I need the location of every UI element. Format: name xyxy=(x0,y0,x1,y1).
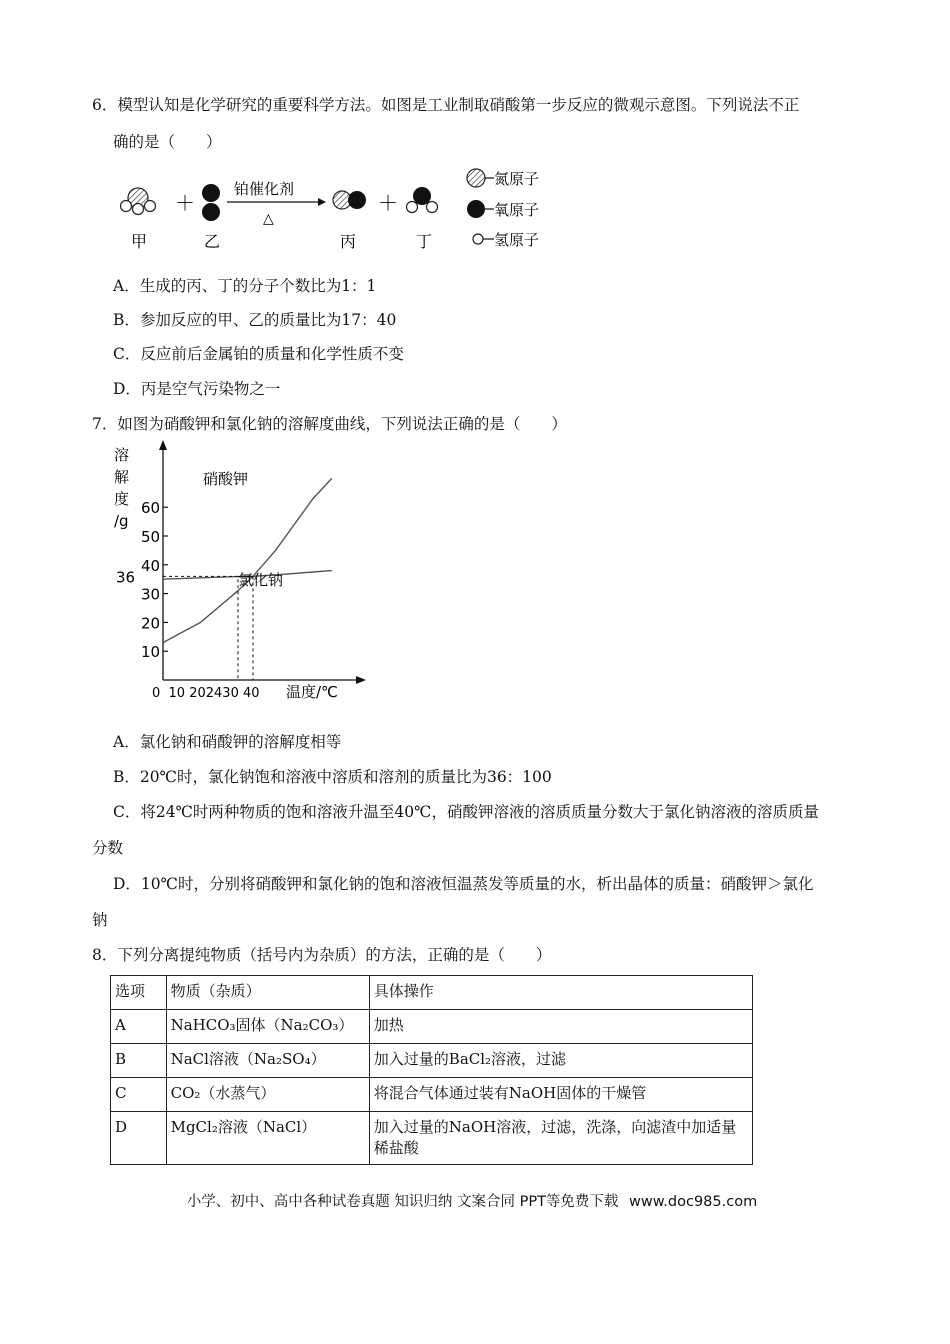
table-row xyxy=(111,1010,753,1044)
cell-option: D xyxy=(111,1112,167,1165)
y-tick-label-40: 40 xyxy=(141,556,161,575)
q7-option-d-line1: D．10℃时，分别将硝酸钾和氯化钠的饱和溶液恒温蒸发等质量的水，析出晶体的质量：硝酸钾＞氯化 xyxy=(113,875,814,893)
q6-stem-line1: 6．模型认知是化学研究的重要科学方法。如图是工业制取硝酸第一步反应的微观示意图。下列说法不正 xyxy=(92,96,800,114)
legend-oxygen: 氧原子 xyxy=(494,201,540,219)
header-substance: 物质（杂质） xyxy=(166,976,369,1010)
plus-sign-2: ＋ xyxy=(378,191,398,215)
q6-option-a: A．生成的丙、丁的分子个数比为1：1 xyxy=(113,277,377,295)
label-ding: 丁 xyxy=(416,232,433,251)
q7-stem: 7．如图为硝酸钾和氯化钠的溶解度曲线，下列说法正确的是（ ） xyxy=(92,415,567,433)
q6-stem-line2: 确的是（ ） xyxy=(113,133,222,151)
footer xyxy=(0,1190,950,1211)
table-header-row xyxy=(111,976,753,1010)
label-bing: 丙 xyxy=(340,232,357,251)
q8-stem: 8．下列分离提纯物质（括号内为杂质）的方法，正确的是（ ） xyxy=(92,946,552,964)
series-label-nacl: 氯化钠 xyxy=(238,571,284,589)
table-row xyxy=(111,1044,753,1078)
molecule-jia xyxy=(121,188,156,215)
molecule-bing xyxy=(333,191,366,209)
cell-substance: MgCl₂溶液（NaCl） xyxy=(166,1112,369,1165)
legend-hydrogen: 氢原子 xyxy=(494,231,540,249)
q7-option-c-line1: C．将24℃时两种物质的饱和溶液升温至40℃，硝酸钾溶液的溶质质量分数大于氯化钠溶液的溶质质量 xyxy=(113,803,819,821)
cell-operation: 将混合气体通过装有NaOH固体的干燥管 xyxy=(369,1078,752,1112)
header-operation: 具体操作 xyxy=(369,976,752,1010)
xlabel: 温度/℃ xyxy=(286,683,338,701)
table-row xyxy=(111,1078,753,1112)
label-yi: 乙 xyxy=(204,232,221,251)
legend-nitrogen: 氮原子 xyxy=(494,170,540,188)
cell-operation: 加入过量的BaCl₂溶液，过滤 xyxy=(369,1044,752,1078)
q6-option-c: C．反应前后金属铂的质量和化学性质不变 xyxy=(113,345,404,363)
q7-option-b: B．20℃时，氯化钠饱和溶液中溶质和溶剂的质量比为36：100 xyxy=(113,768,552,786)
cell-operation: 加热 xyxy=(369,1010,752,1044)
molecule-ding xyxy=(407,187,438,213)
series-label-kno3: 硝酸钾 xyxy=(203,470,249,488)
ylabel-char-3: 度 xyxy=(114,490,130,508)
header-option: 选项 xyxy=(111,976,167,1010)
q6-option-b: B．参加反应的甲、乙的质量比为17：40 xyxy=(113,311,397,329)
q6-reaction-diagram xyxy=(100,160,580,260)
cell-option: B xyxy=(111,1044,167,1078)
plus-sign-1: ＋ xyxy=(175,191,195,215)
y-axis-arrow xyxy=(159,440,167,450)
ylabel-char-1: 溶 xyxy=(114,446,130,464)
x-axis-arrow xyxy=(356,676,366,684)
catalyst-label: 铂催化剂 xyxy=(234,180,295,198)
y-tick-label-60: 60 xyxy=(141,499,161,518)
q7-option-a: A．氯化钠和硝酸钾的溶解度相等 xyxy=(113,733,342,751)
y-tick-label-50: 50 xyxy=(141,528,161,546)
y-tick-label-10: 10 xyxy=(141,643,161,662)
solubility-chart xyxy=(108,440,378,705)
footer-url[interactable]: www.doc985.com xyxy=(629,1194,758,1210)
molecule-yi xyxy=(202,184,220,221)
ylabel-char-4: /g xyxy=(114,512,129,530)
q7-option-d-line2: 钠 xyxy=(92,911,108,929)
x-tick-labels: 0 10 202430 40 xyxy=(152,686,260,701)
cell-option: C xyxy=(111,1078,167,1112)
cell-substance: CO₂（水蒸气） xyxy=(166,1078,369,1112)
cell-operation: 加入过量的NaOH溶液，过滤，洗涤，向滤渣中加适量稀盐酸 xyxy=(369,1112,752,1165)
q7-option-c-line2: 分数 xyxy=(92,839,124,857)
cell-option: A xyxy=(111,1010,167,1044)
cell-substance: NaCl溶液（Na₂SO₄） xyxy=(166,1044,369,1078)
series-line-0 xyxy=(163,478,332,642)
legend xyxy=(467,169,539,249)
q8-table xyxy=(110,975,753,1165)
label-jia: 甲 xyxy=(131,232,148,251)
table-row xyxy=(111,1112,753,1165)
y-tick-label-20: 20 xyxy=(141,614,161,633)
footer-text: 小学、初中、高中各种试卷真题 知识归纳 文案合同 PPT等免费下载 xyxy=(186,1194,619,1210)
cell-substance: NaHCO₃固体（Na₂CO₃） xyxy=(166,1010,369,1044)
y-tick-label-30: 30 xyxy=(141,585,161,604)
y-tick-label-36: 36 xyxy=(116,568,136,587)
q6-option-d: D．丙是空气污染物之一 xyxy=(113,380,281,398)
heat-symbol: △ xyxy=(263,211,274,227)
ylabel-char-2: 解 xyxy=(114,468,130,486)
